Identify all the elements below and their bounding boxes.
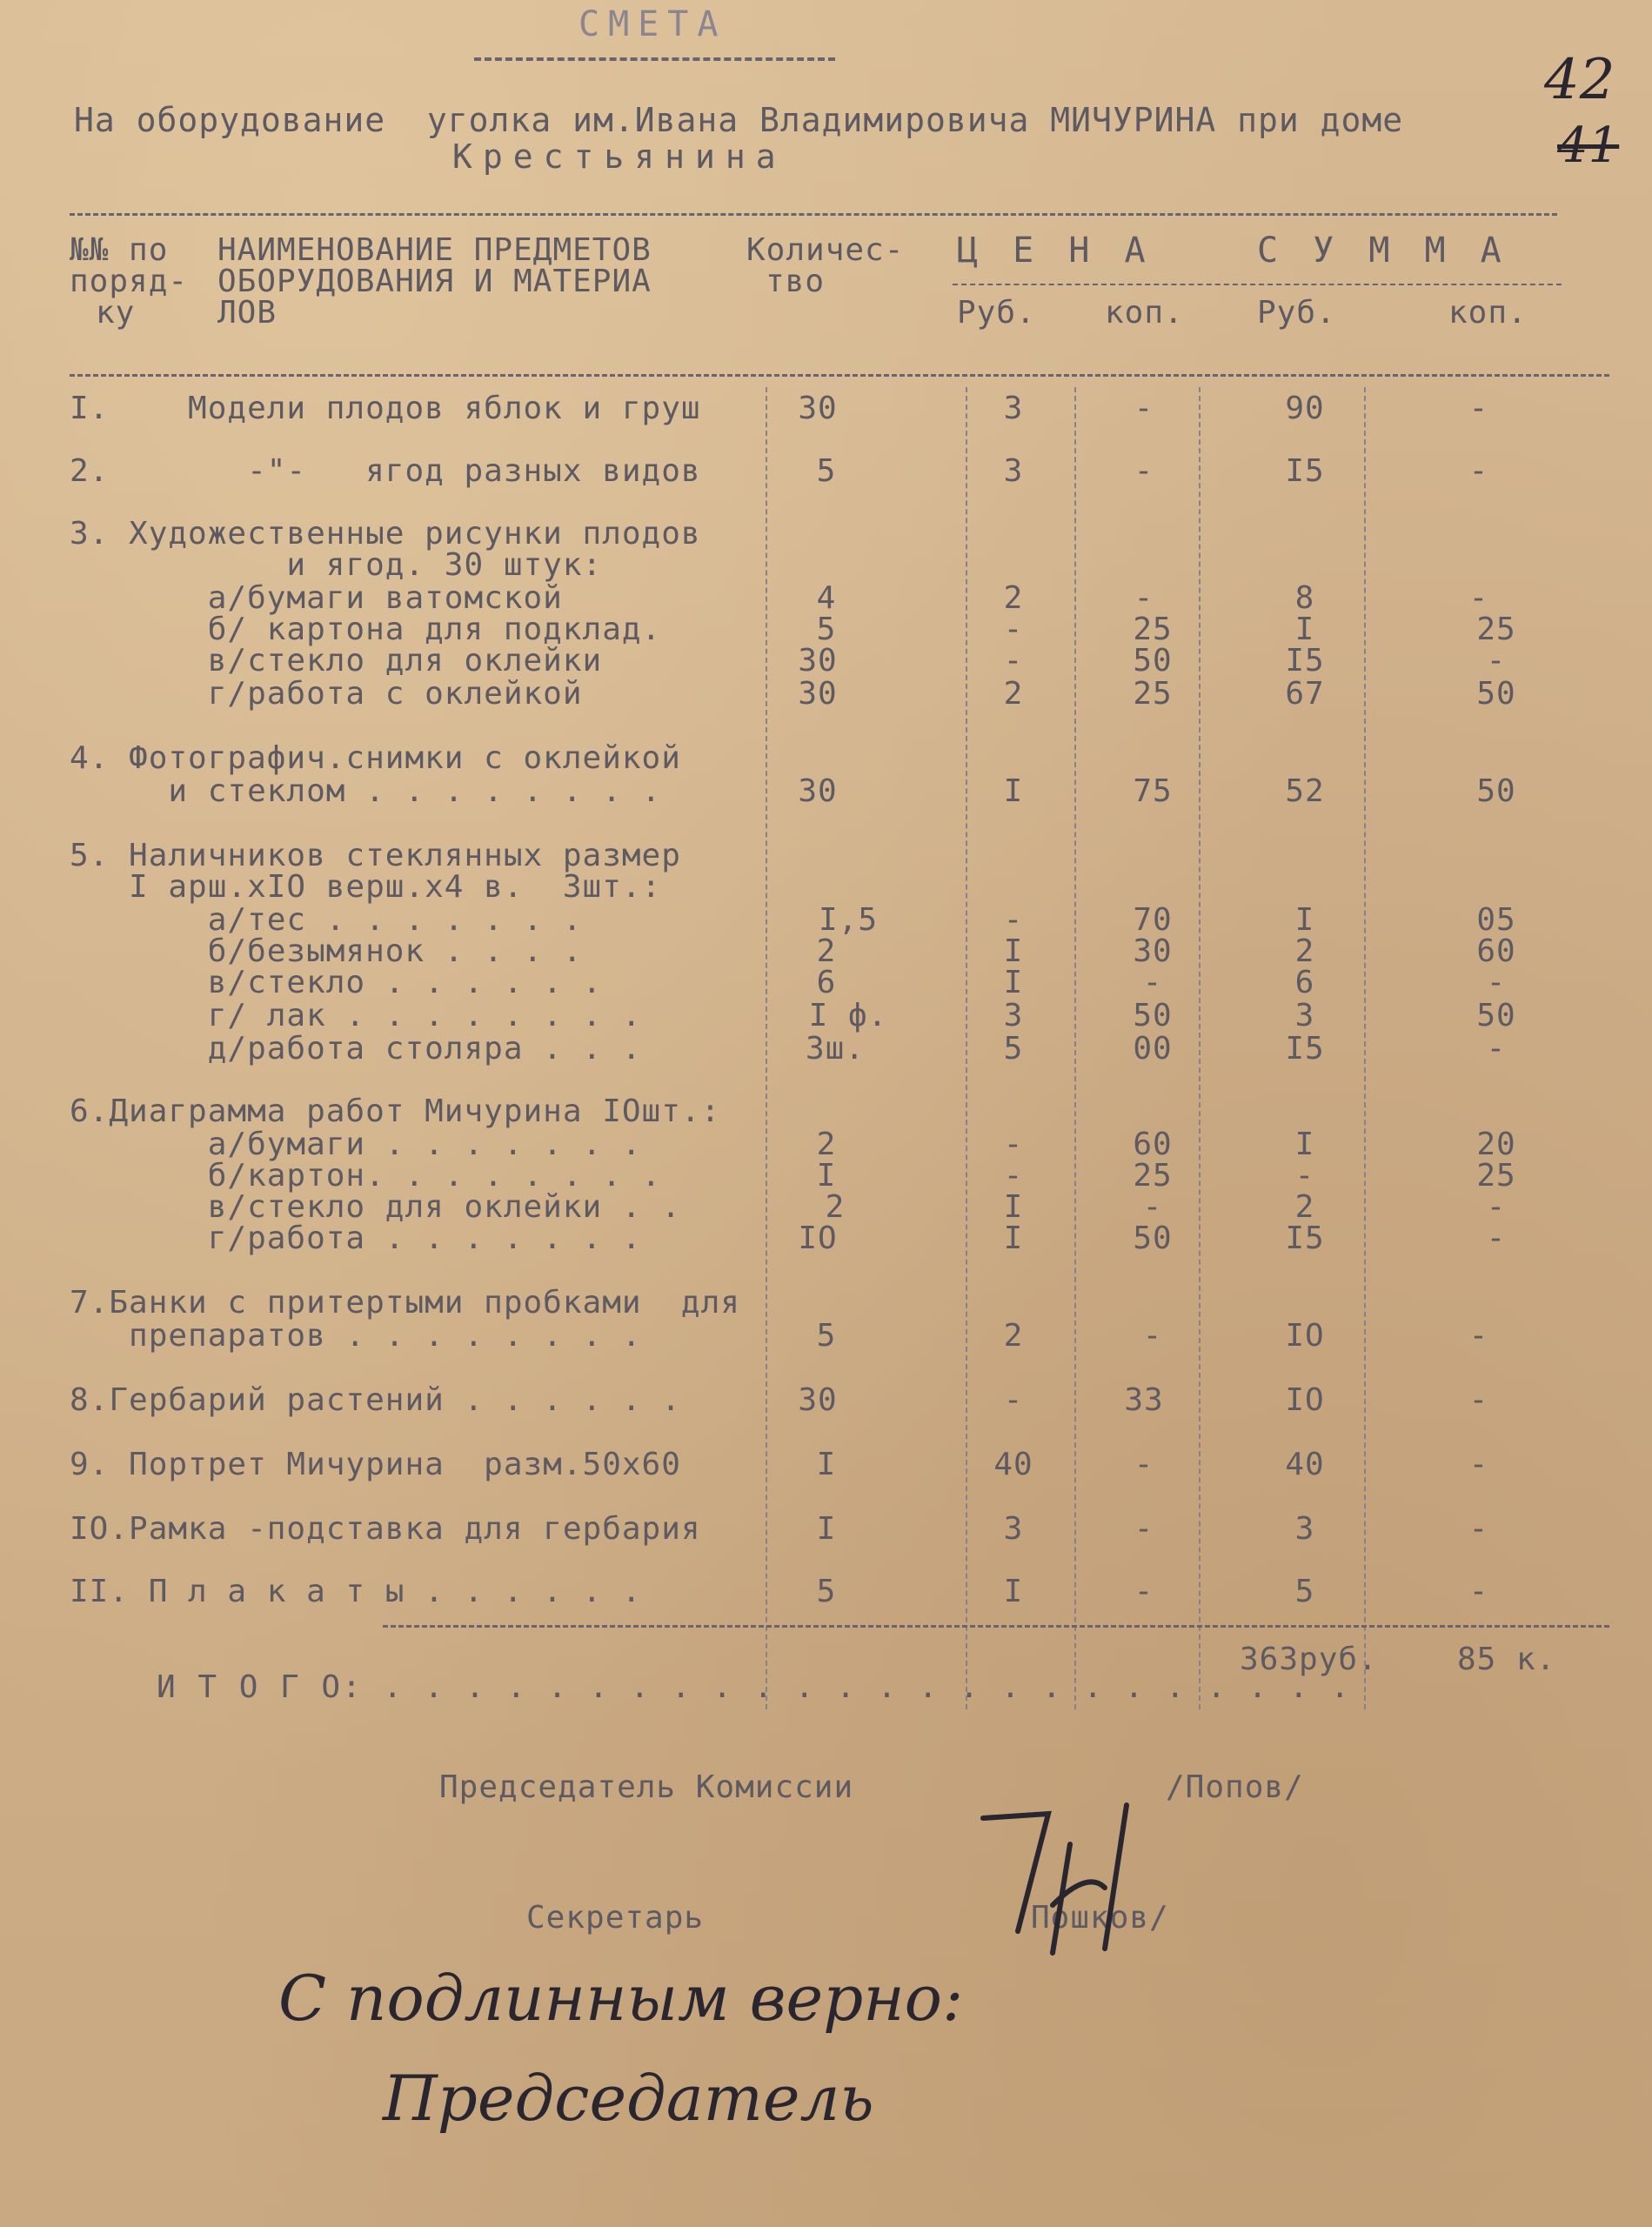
col-sum-kop: коп. <box>1448 295 1528 331</box>
document-title: СМЕТА <box>579 4 727 44</box>
title-underline <box>474 57 835 61</box>
page-number: 42 <box>1544 48 1615 112</box>
table-row: и ягод. 30 штук: <box>70 547 603 583</box>
col-qty-header: Количес- <box>746 232 905 268</box>
total-rub: 363руб. <box>1240 1642 1378 1677</box>
table-row: 4. Фотографич.снимки с оклейкой <box>70 740 681 776</box>
col-name-header: ЛОВ <box>217 295 278 331</box>
column-divider <box>1364 387 1366 1709</box>
table-row: 7.Банки с притертыми пробками для <box>70 1285 740 1321</box>
col-name-header: НАИМЕНОВАНИЕ ПРЕДМЕТОВ <box>217 232 652 268</box>
chairman-name: /Попов/ <box>1166 1769 1304 1805</box>
table-row: 3. Художественные рисунки плодов <box>70 516 701 552</box>
column-divider <box>1074 387 1076 1709</box>
col-price-kop: коп. <box>1105 295 1184 331</box>
col-no-header: №№ по <box>70 232 169 268</box>
col-name-header: ОБОРУДОВАНИЯ И МАТЕРИА <box>217 264 652 299</box>
total-kop: 85 к. <box>1457 1642 1556 1677</box>
col-no-header: ку <box>96 295 136 331</box>
subtitle-line-1: На оборудование уголка им.Ивана Владимировича МИЧУРИНА при доме <box>74 101 1404 139</box>
col-price-header: Ц Е Н А <box>957 231 1153 271</box>
secretary-role: Секретарь <box>526 1900 705 1936</box>
document-page: 42 41 СМЕТА На оборудование уголка им.Ивана Владимировича МИЧУРИНА при доме Крестьянина №№ по поряд- ку НАИМЕНОВАНИЕ ПРЕДМЕТОВ ОБОРУДОВАНИЯ И МАТЕРИА ЛОВ Количес- тво Ц Е Н А С У М М А Руб. коп. Руб. коп. I. Модели плодов яблок и груш 30 3 - 90 - 2. -"- ягод разных видов 5 3 - I5 - 3. Художественные рисунки плодов и ягод. 30 штук: а/бумаги ватомской 4 2 - 8 - б/ картона для подклад. 5 - 25 I 25 в/стекло для оклейки 30 - 50 I5 - г/работа с оклейкой 30 2 25 67 50 4. Фотографич.снимки с оклейкой и стеклом . . . . . . . . 30 I 75 52 50 5. Наличников стеклянных размер I арш.хIO верш.х4 в. 3шт.: а/тес . . . . . . . I,5 - 70 I 05 б/безымянок . . . . 2 I 30 2 60 в/стекло . . . . . . 6 I - 6 - г/ лак . . . . . . . . I ф. 3 50 3 50 д/работа столяра . . . 3ш. 5 00 I5 - 6.Диаграмма работ Мичурина IOшт.: а/бумаги . . . . . . . 2 - 60 I 20 б/картон. . . . . . . . I - 25 - 25 в/стекло для оклейки . . 2 I - 2 - г/работа . . . . . . . IO I 50 I5 - 7.Банки с притертыми пробками для препаратов . . . . . . . . 5 2 - IO - 8.Гербарий растений . . . . . . 30 - 33 IO - 9. Портрет Мичурина разм.50х60 I 40 - 40 - IO.Рамка -подставка для гербария I 3 - 3 - II. П л а к а т ы . . . . . . 5 I - 5 - И Т О Г О: . . . . . . . . . . . . . . . . . . . . . . . . 363руб. 85 к. Председатель Комиссии /Попов/ Секретарь Пошков/ С подлинным верно: Председатель <box>0 0 1652 2227</box>
column-divider <box>766 387 767 1709</box>
col-no-header: поряд- <box>70 264 189 299</box>
page-number-crossed: 41 <box>1557 117 1620 174</box>
signature-drawing <box>966 1792 1140 1966</box>
header-rule-top <box>70 213 1557 216</box>
col-sum-header: С У М М А <box>1257 231 1508 271</box>
chairman-role: Председатель Комиссии <box>439 1769 854 1805</box>
col-sum-rub: Руб. <box>1257 295 1336 331</box>
certified-copy-note: С подлинным верно: <box>278 1962 964 2035</box>
header-rule-mid <box>953 284 1562 285</box>
header-rule-bottom <box>70 374 1609 377</box>
chairman-handwritten: Председатель <box>383 2062 874 2135</box>
total-label: И Т О Г О: . . . . . . . . . . . . . . . . . . . . . . . . <box>157 1669 1352 1705</box>
subtitle-line-2: Крестьянина <box>452 137 786 176</box>
secretary-name: Пошков/ <box>1031 1900 1169 1936</box>
table-row: 6.Диаграмма работ Мичурина IOшт.: <box>70 1093 721 1129</box>
col-qty-header: тво <box>766 264 826 299</box>
table-row: I арш.хIO верш.х4 в. 3шт.: <box>70 869 662 905</box>
table-row: 5. Наличников стеклянных размер <box>70 838 681 873</box>
col-price-rub: Руб. <box>957 295 1036 331</box>
total-rule <box>383 1625 1609 1628</box>
